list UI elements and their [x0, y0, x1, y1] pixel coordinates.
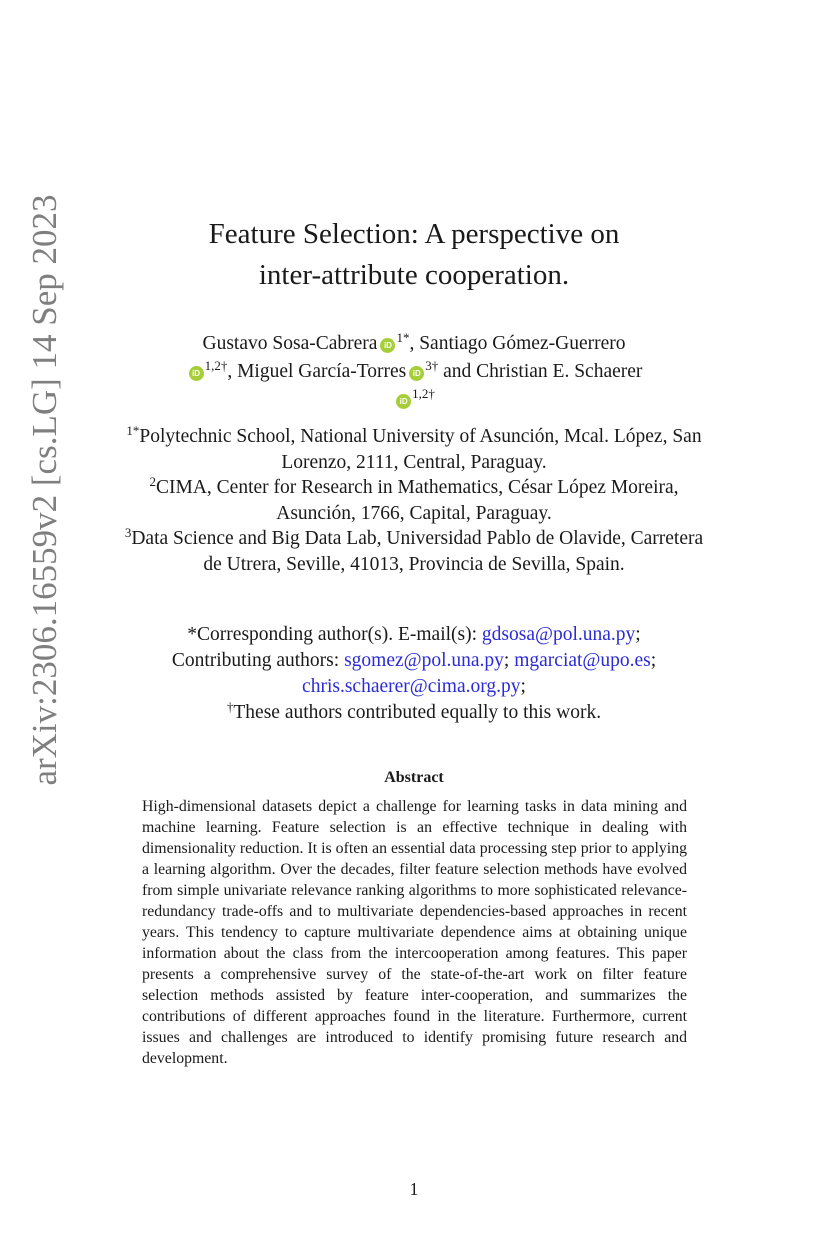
- affiliation-item: [115, 526, 713, 577]
- affiliation-mark: 2: [149, 474, 156, 489]
- arxiv-identifier-stamp: arXiv:2306.16559v2 [cs.LG] 14 Sep 2023: [25, 194, 64, 786]
- orcid-icon[interactable]: iD: [189, 366, 204, 381]
- author-marks: 3†: [425, 358, 439, 373]
- author-marks: 1*: [396, 330, 410, 345]
- equal-contribution-mark: †: [226, 699, 234, 714]
- author-conjunction: and: [443, 361, 472, 382]
- author-name: Santiago Gómez-Guerrero: [419, 333, 626, 354]
- equal-contribution-note: These authors contributed equally to this work.: [233, 702, 602, 723]
- orcid-icon[interactable]: iD: [396, 394, 411, 409]
- page-number: 1: [409, 1179, 419, 1199]
- title-line-2: inter-attribute cooperation.: [258, 259, 570, 291]
- affiliation-item: [115, 475, 713, 526]
- email-link[interactable]: chris.schaerer@cima.org.py: [302, 676, 521, 697]
- affiliation-mark: 3: [124, 525, 132, 540]
- author-name: Miguel García-Torres: [237, 361, 407, 382]
- abstract-heading: Abstract: [384, 769, 444, 786]
- paper-title: [120, 214, 708, 296]
- email-link[interactable]: gdsosa@pol.una.py: [481, 624, 636, 645]
- correspondence-block: *Corresponding author(s). E-mail(s): gdsosa@pol.una.py; Contributing authors: sgomez@pol.una.py; mgarciat@upo.es; chris.schaerer@cima.org.py; †These authors contributed equally to this work.: [171, 624, 657, 723]
- orcid-icon[interactable]: iD: [409, 366, 424, 381]
- corresponding-label: *Corresponding author(s). E-mail(s):: [187, 624, 478, 645]
- affiliation-list: [115, 424, 713, 577]
- abstract-text: High-dimensional datasets depict a challenge for learning tasks in data mining and machine learning. Feature selection is an effective technique in dealing with dimensionality reduction. It is often an essential data processing step prior to applying a learning algorithm. Over the decades, filter feature selection methods have evolved from simple univariate relevance ranking algorithms to more sophisticated relevance-redundancy trade-offs and to multivariate dependencies-based approaches in recent years. This tendency to capture multivariate dependence aims at obtaining unique information about the class from the intercooperation among features. This paper presents a comprehensive survey of the state-of-the-art work on filter feature selection methods assisted by feature inter-cooperation, and summarizes the contributions of different approaches found in the literature. Furthermore, current issues and challenges are introduced to identify promising future research and development.: [142, 798, 687, 1067]
- author-marks: 1,2†: [412, 386, 435, 401]
- affiliation-item: [115, 424, 713, 475]
- email-link[interactable]: sgomez@pol.una.py: [344, 650, 504, 671]
- affiliation-mark: 1*: [126, 423, 140, 438]
- contributing-label: Contributing authors:: [171, 650, 340, 671]
- orcid-icon[interactable]: iD: [380, 338, 395, 353]
- affiliation-text: CIMA, Center for Research in Mathematics, César López Moreira, Asunción, 1766, Capital, Paraguay.: [155, 477, 679, 524]
- author-name: Gustavo Sosa-Cabrera: [202, 333, 378, 354]
- author-name: Christian E. Schaerer: [476, 361, 643, 382]
- title-line-1: Feature Selection: A perspective on: [208, 218, 620, 250]
- email-link[interactable]: mgarciat@upo.es: [514, 650, 651, 671]
- author-list: Gustavo Sosa-Cabrera $iD^{1*}$, Santiago Gómez-Guerrero $iD^{1,2\dagger}$, Miguel García-Torres $iD^{3\dagger}$ and Christian E. Schaerer $iD^{1,2\dagger}$: [115, 330, 713, 414]
- affiliation-text: Data Science and Big Data Lab, Universidad Pablo de Olavide, Carretera de Utrera, Seville, 41013, Provincia de Sevilla, Spain.: [131, 528, 704, 575]
- author-marks: 1,2†: [204, 358, 228, 373]
- affiliation-text: Polytechnic School, National University of Asunción, Mcal. López, San Lorenzo, 2111, Central, Paraguay.: [139, 426, 702, 473]
